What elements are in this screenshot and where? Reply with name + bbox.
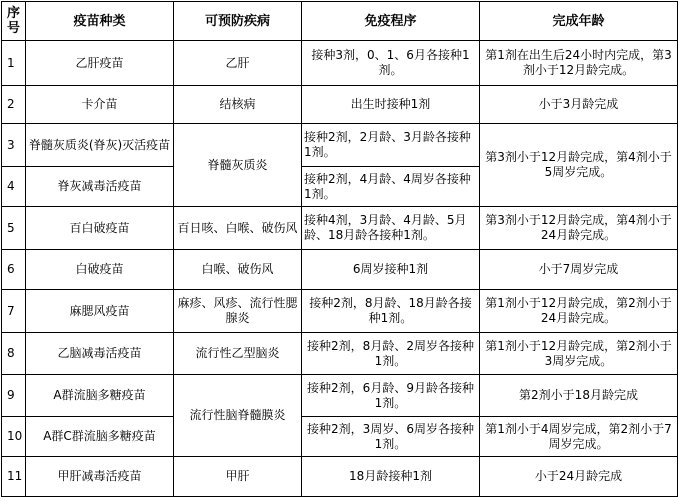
seq-cell: 7 bbox=[2, 290, 26, 333]
seq-cell: 11 bbox=[2, 457, 26, 497]
table-row bbox=[2, 457, 678, 497]
disease-cell: 麻疹、风疹、流行性腮腺炎 bbox=[174, 290, 302, 333]
header-row bbox=[2, 2, 678, 41]
disease-cell: 流行性脑脊髓膜炎 bbox=[174, 375, 302, 457]
disease-cell: 结核病 bbox=[174, 86, 302, 124]
age-cell: 第3剂小于12月龄完成，第4剂小于5周岁完成。 bbox=[480, 124, 678, 207]
seq-cell: 1 bbox=[2, 41, 26, 86]
disease-cell: 流行性乙型脑炎 bbox=[174, 333, 302, 375]
age-cell: 第3剂小于12月龄完成，第4剂小于24月龄完成。 bbox=[480, 207, 678, 250]
age-cell: 第1剂小于12月龄完成，第2剂小于3周岁完成。 bbox=[480, 333, 678, 375]
schedule-cell: 接种2剂，8月龄、2周岁各接种1剂。 bbox=[302, 333, 480, 375]
vaccine-cell: 卡介苗 bbox=[26, 86, 174, 124]
table-row bbox=[2, 375, 678, 417]
disease-cell: 白喉、破伤风 bbox=[174, 250, 302, 290]
header-disease: 可预防疾病 bbox=[174, 2, 302, 41]
vaccine-cell: 百白破疫苗 bbox=[26, 207, 174, 250]
header-schedule: 免疫程序 bbox=[302, 2, 480, 41]
header-age: 完成年龄 bbox=[480, 2, 678, 41]
age-cell: 第1剂小于4周岁完成，第2剂小于7周岁完成。 bbox=[480, 417, 678, 457]
vaccine-cell: 乙肝疫苗 bbox=[26, 41, 174, 86]
seq-cell: 10 bbox=[2, 417, 26, 457]
age-cell: 小于24月龄完成 bbox=[480, 457, 678, 497]
schedule-cell: 接种2剂，3周岁、6周岁各接种1剂。 bbox=[302, 417, 480, 457]
table-row bbox=[2, 86, 678, 124]
table-row bbox=[2, 250, 678, 290]
vaccine-cell: A群流脑多糖疫苗 bbox=[26, 375, 174, 417]
age-cell: 第1剂在出生后24小时内完成，第3剂小于12月龄完成。 bbox=[480, 41, 678, 86]
seq-cell: 4 bbox=[2, 167, 26, 207]
disease-cell: 脊髓灰质炎 bbox=[174, 124, 302, 207]
seq-cell: 2 bbox=[2, 86, 26, 124]
seq-cell: 8 bbox=[2, 333, 26, 375]
schedule-cell: 接种2剂，8月龄、18月龄各接种1剂。 bbox=[302, 290, 480, 333]
schedule-cell: 接种4剂，3月龄、4月龄、5月龄、18月龄各接种1剂。 bbox=[302, 207, 480, 250]
vaccine-cell: 甲肝减毒活疫苗 bbox=[26, 457, 174, 497]
header-vaccine: 疫苗种类 bbox=[26, 2, 174, 41]
schedule-cell: 接种2剂，4月龄、4周岁各接种1剂。 bbox=[302, 167, 480, 207]
seq-cell: 9 bbox=[2, 375, 26, 417]
seq-cell: 3 bbox=[2, 124, 26, 167]
disease-cell: 百日咳、白喉、破伤风 bbox=[174, 207, 302, 250]
schedule-cell: 18月龄接种1剂 bbox=[302, 457, 480, 497]
seq-cell: 6 bbox=[2, 250, 26, 290]
vaccine-cell: 麻腮风疫苗 bbox=[26, 290, 174, 333]
table-row bbox=[2, 333, 678, 375]
table-row bbox=[2, 417, 678, 457]
age-cell: 小于3月龄完成 bbox=[480, 86, 678, 124]
vaccine-schedule-table bbox=[1, 1, 678, 497]
vaccine-cell: 脊髓灰质炎(脊灰)灭活疫苗 bbox=[26, 124, 174, 167]
header-seq: 序号 bbox=[2, 2, 26, 41]
table-row bbox=[2, 290, 678, 333]
schedule-cell: 6周岁接种1剂 bbox=[302, 250, 480, 290]
vaccine-cell: 白破疫苗 bbox=[26, 250, 174, 290]
table-row bbox=[2, 41, 678, 86]
age-cell: 第1剂小于12月龄完成，第2剂小于24月龄完成。 bbox=[480, 290, 678, 333]
vaccine-cell: A群C群流脑多糖疫苗 bbox=[26, 417, 174, 457]
schedule-cell: 出生时接种1剂 bbox=[302, 86, 480, 124]
schedule-cell: 接种2剂，6月龄、9月龄各接种1剂。 bbox=[302, 375, 480, 417]
table-row bbox=[2, 207, 678, 250]
disease-cell: 乙肝 bbox=[174, 41, 302, 86]
table-row bbox=[2, 124, 678, 167]
seq-cell: 5 bbox=[2, 207, 26, 250]
schedule-cell: 接种2剂，2月龄、3月龄各接种1剂。 bbox=[302, 124, 480, 167]
age-cell: 第2剂小于18月龄完成 bbox=[480, 375, 678, 417]
schedule-cell: 接种3剂，0、1、6月各接种1剂。 bbox=[302, 41, 480, 86]
vaccine-cell: 乙脑减毒活疫苗 bbox=[26, 333, 174, 375]
age-cell: 小于7周岁完成 bbox=[480, 250, 678, 290]
disease-cell: 甲肝 bbox=[174, 457, 302, 497]
vaccine-cell: 脊灰减毒活疫苗 bbox=[26, 167, 174, 207]
